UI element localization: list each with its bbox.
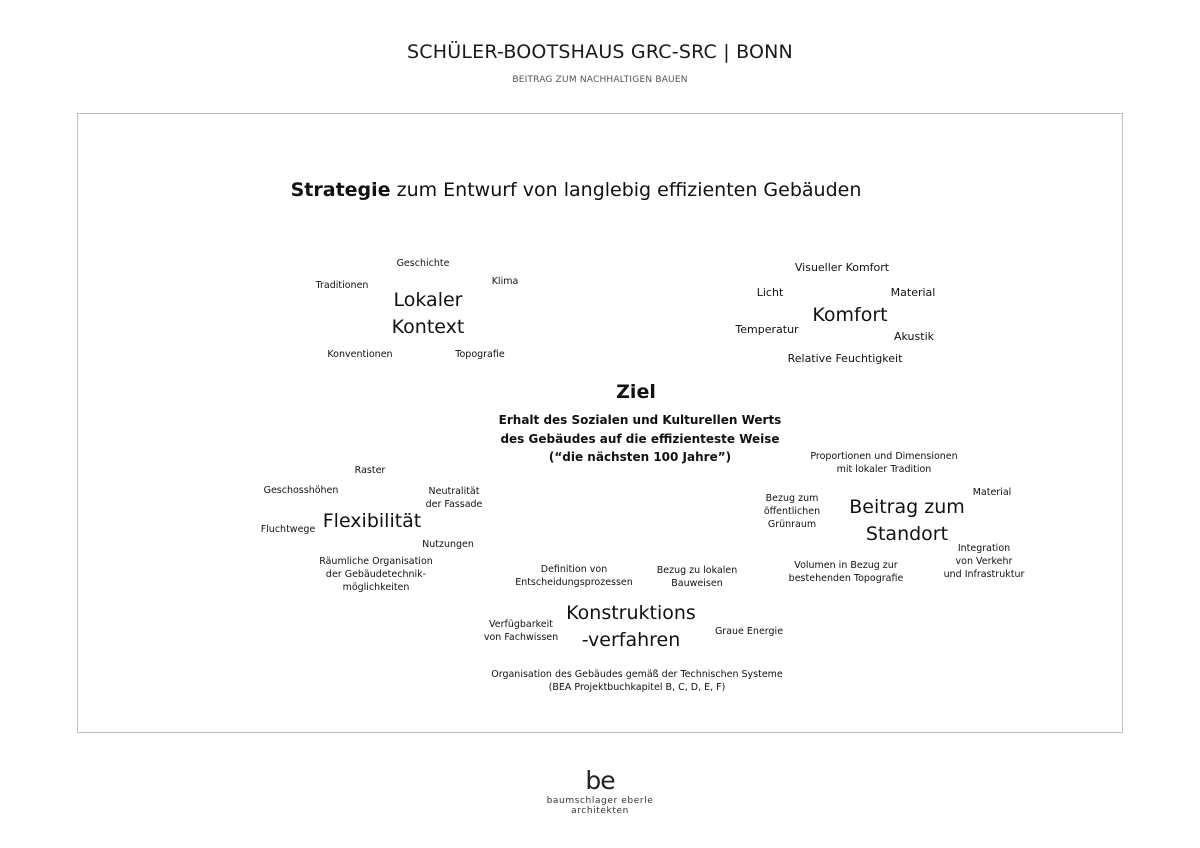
term-traditionen: Traditionen — [315, 280, 369, 291]
cluster-lokaler-kontext-line2: Kontext — [391, 315, 465, 338]
term-konventionen: Konventionen — [327, 349, 393, 360]
diagram-title — [291, 179, 862, 201]
cluster-beitrag-standort — [849, 494, 965, 548]
goal-heading: Ziel — [616, 381, 656, 403]
term-gruenraum-line1: Bezug zum — [765, 493, 819, 504]
term-raeumliche-organisation — [319, 556, 433, 594]
term-material-standort: Material — [972, 487, 1012, 498]
diagram-title-rest: zum Entwurf von langlebig effizienten Gebäuden — [390, 179, 862, 201]
term-gruenraum — [764, 493, 820, 531]
term-neutralitaet-fassade — [426, 486, 483, 512]
term-bauweisen-line1: Bezug zu lokalen — [656, 565, 738, 576]
term-volumen-line2: bestehenden Topografie — [788, 572, 904, 584]
term-topografie: Topografie — [455, 349, 505, 360]
cluster-lokaler-kontext-line1: Lokaler — [393, 289, 463, 311]
logo-name: baumschlager eberle — [546, 796, 654, 806]
term-raeumliche-line1: Räumliche Organisation — [319, 556, 433, 567]
term-gruenraum-line2: öffentlichen — [763, 505, 821, 517]
term-fachwissen-line2: von Fachwissen — [483, 631, 559, 643]
term-proportionen — [810, 451, 957, 477]
term-gruenraum-line3: Grünraum — [767, 518, 817, 530]
term-fachwissen-line1: Verfügbarkeit — [488, 619, 554, 630]
term-definition-line2: Entscheidungsprozessen — [515, 576, 633, 588]
term-akustik: Akustik — [894, 330, 934, 343]
diagram-title-bold: Strategie — [290, 179, 391, 201]
term-fluchtwege: Fluchtwege — [260, 524, 316, 535]
goal-text — [499, 411, 782, 467]
term-integration-line1: Integration — [957, 543, 1011, 554]
term-fachwissen — [484, 619, 558, 645]
term-geschosshoehen: Geschosshöhen — [263, 485, 339, 496]
term-bauweisen-line2: Bauweisen — [671, 577, 723, 589]
term-relative-feuchtigkeit: Relative Feuchtigkeit — [787, 352, 903, 365]
term-temperatur: Temperatur — [735, 323, 799, 336]
term-graue-energie: Graue Energie — [714, 626, 784, 637]
term-organisation — [491, 669, 783, 695]
term-geschichte: Geschichte — [396, 258, 450, 269]
company-logo — [547, 768, 654, 817]
goal-text-line2: des Gebäudes auf die effizienteste Weise — [500, 431, 780, 446]
term-organisation-line2: (BEA Projektbuchkapitel B, C, D, E, F) — [548, 681, 726, 693]
term-visueller-komfort: Visueller Komfort — [794, 261, 890, 274]
term-organisation-line1: Organisation des Gebäudes gemäß der Technischen Systeme — [491, 669, 783, 680]
goal-text-line1: Erhalt des Sozialen und Kulturellen Werts — [498, 413, 782, 427]
cluster-lokaler-kontext — [392, 287, 465, 341]
goal-text-line3: (“die nächsten 100 Jahre”) — [548, 450, 732, 465]
term-licht: Licht — [756, 286, 784, 299]
term-neutralitaet-line1: Neutralität — [428, 486, 480, 497]
cluster-flexibilitaet: Flexibilität — [322, 510, 422, 532]
term-volumen — [789, 560, 904, 586]
page-title: SCHÜLER-BOOTSHAUS GRC-SRC | BONN — [407, 41, 793, 63]
page-subtitle: BEITRAG ZUM NACHHALTIGEN BAUEN — [512, 75, 688, 85]
cluster-konstruktion-line2: -verfahren — [581, 628, 681, 651]
cluster-komfort: Komfort — [812, 304, 888, 326]
term-definition-line1: Definition von — [540, 564, 608, 575]
cluster-konstruktion-line1: Konstruktions — [566, 602, 696, 624]
logo-mark: be — [585, 766, 615, 795]
term-raeumliche-line2: der Gebäudetechnik- — [325, 568, 427, 580]
term-integration-line2: von Verkehr — [955, 555, 1013, 567]
term-neutralitaet-line2: der Fassade — [425, 498, 483, 510]
term-definition — [515, 564, 633, 590]
term-klima: Klima — [491, 276, 519, 287]
logo-sub: architekten — [571, 806, 629, 817]
term-nutzungen: Nutzungen — [422, 539, 474, 550]
cluster-beitrag-line2: Standort — [865, 522, 949, 545]
cluster-konstruktionsverfahren — [566, 600, 696, 654]
term-proportionen-line2: mit lokaler Tradition — [836, 463, 932, 475]
term-integration-line3: und Infrastruktur — [943, 568, 1025, 580]
term-raeumliche-line3: möglichkeiten — [342, 581, 410, 593]
term-integration — [944, 543, 1025, 581]
term-raster: Raster — [354, 465, 386, 476]
term-material-komfort: Material — [890, 286, 936, 299]
term-proportionen-line1: Proportionen und Dimensionen — [810, 451, 958, 462]
term-volumen-line1: Volumen in Bezug zur — [794, 560, 898, 571]
term-bauweisen — [657, 565, 738, 591]
cluster-beitrag-line1: Beitrag zum — [849, 496, 965, 518]
